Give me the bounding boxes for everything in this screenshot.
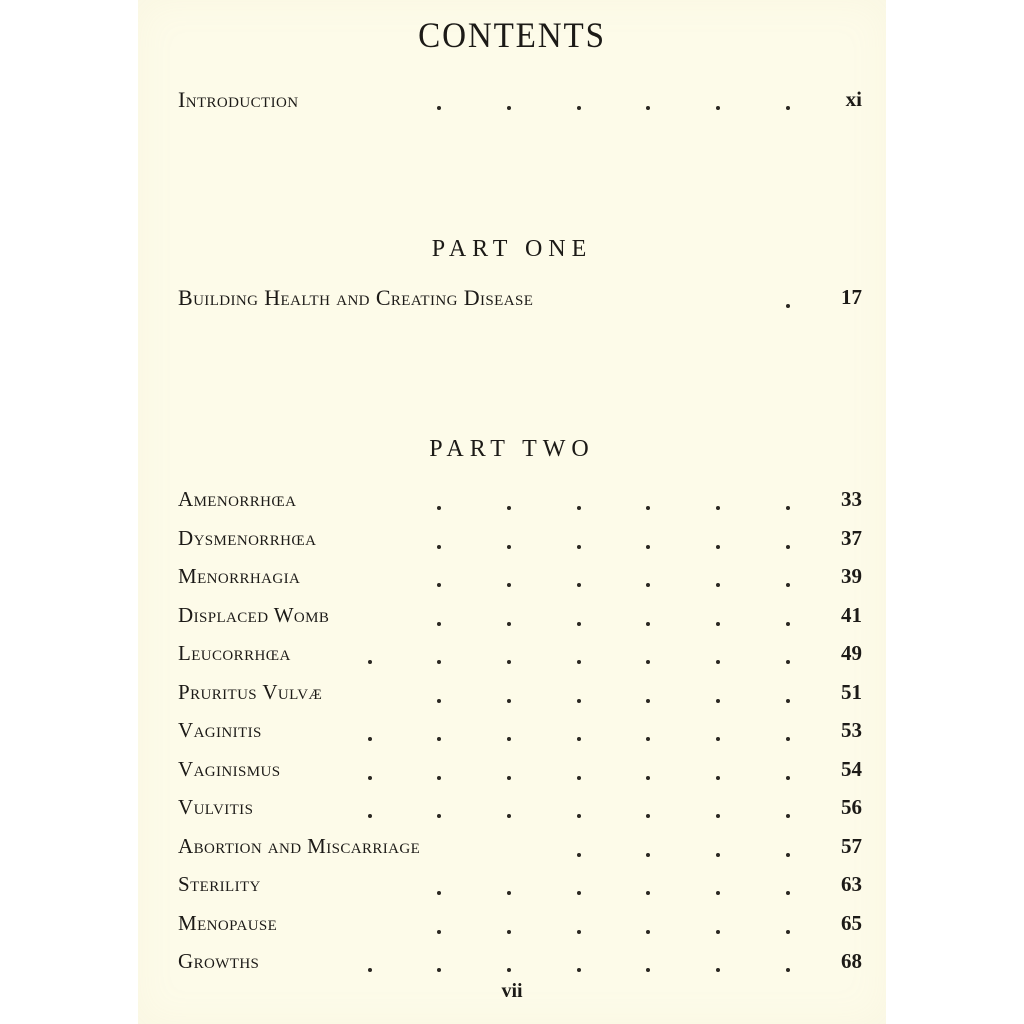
toc-entry-page-number: 65 [841, 911, 862, 935]
leader-dot [437, 545, 441, 549]
leader-dot [507, 506, 511, 510]
leader-dot [716, 891, 720, 895]
leader-dot [507, 814, 511, 818]
leader-dot [577, 891, 581, 895]
leader-dot [437, 660, 441, 664]
toc-entry-label: Displaced Womb [178, 603, 330, 627]
toc-entry-page-number: 39 [841, 564, 862, 588]
leader-dot [437, 891, 441, 895]
leader-dot [716, 968, 720, 972]
leader-dot [577, 814, 581, 818]
leader-dot [646, 776, 650, 780]
leader-dot [716, 106, 720, 110]
page-folio: vii [501, 980, 523, 1002]
leader-dot [786, 304, 790, 308]
leader-dot [507, 660, 511, 664]
leader-dot [368, 968, 372, 972]
toc-entry-label: Vulvitis [178, 795, 254, 819]
leader-dot [716, 814, 720, 818]
leader-dot [646, 545, 650, 549]
leader-dot [368, 737, 372, 741]
leader-dot [577, 583, 581, 587]
leader-dot [507, 622, 511, 626]
leader-dot [437, 106, 441, 110]
toc-entry-page-number: 68 [841, 949, 862, 973]
leader-dot [716, 545, 720, 549]
leader-dot [646, 506, 650, 510]
leader-dot [646, 699, 650, 703]
leader-dot [786, 545, 790, 549]
leader-dot [786, 506, 790, 510]
leader-dot [786, 776, 790, 780]
leader-dot [716, 622, 720, 626]
leader-dot [716, 737, 720, 741]
toc-entry-page-number: 54 [841, 757, 862, 781]
leader-dot [716, 660, 720, 664]
leader-dot [577, 660, 581, 664]
toc-entry-label: Introduction [178, 87, 299, 112]
leader-dot [507, 545, 511, 549]
toc-entry-label: Building Health and Creating Disease [178, 285, 534, 310]
leader-dot [786, 814, 790, 818]
leader-dot [786, 891, 790, 895]
book-page [138, 0, 886, 1024]
leader-dot [507, 737, 511, 741]
leader-dot [437, 968, 441, 972]
leader-dot [786, 660, 790, 664]
leader-dot [577, 506, 581, 510]
leader-dot [716, 699, 720, 703]
leader-dot [577, 968, 581, 972]
leader-dot [646, 891, 650, 895]
leader-dot [786, 930, 790, 934]
leader-dot [437, 930, 441, 934]
toc-entry-page-number: 57 [841, 834, 862, 858]
toc-entry-label: Menopause [178, 911, 278, 935]
toc-entry-page-number: xi [845, 87, 862, 111]
leader-dot [437, 814, 441, 818]
leader-dot [437, 699, 441, 703]
leader-dot [437, 622, 441, 626]
toc-entry-page-number: 63 [841, 872, 862, 896]
leader-dot [646, 660, 650, 664]
leader-dot [716, 853, 720, 857]
leader-dot [786, 106, 790, 110]
toc-entry-label: Menorrhagia [178, 564, 301, 588]
leader-dot [577, 106, 581, 110]
toc-entry-label: Amenorrhœa [178, 487, 297, 511]
toc-entry-page-number: 33 [841, 487, 862, 511]
leader-dot [716, 776, 720, 780]
toc-entry-label: Growths [178, 949, 260, 973]
leader-dot [786, 622, 790, 626]
leader-dot [577, 622, 581, 626]
leader-dot [786, 968, 790, 972]
leader-dot [577, 853, 581, 857]
leader-dot [507, 776, 511, 780]
leader-dot [368, 660, 372, 664]
leader-dot [716, 930, 720, 934]
toc-entry-page-number: 53 [841, 718, 862, 742]
leader-dot [507, 891, 511, 895]
leader-dot [507, 699, 511, 703]
toc-entry-label: Vaginismus [178, 757, 281, 781]
toc-entry-page-number: 17 [841, 285, 862, 309]
leader-dot [437, 583, 441, 587]
toc-entry-page-number: 37 [841, 526, 862, 550]
leader-dot [577, 545, 581, 549]
leader-dot [437, 506, 441, 510]
toc-entry-label: Pruritus Vulvæ [178, 680, 323, 704]
toc-entry-page-number: 49 [841, 641, 862, 665]
leader-dot [646, 622, 650, 626]
toc-entry-label: Abortion and Miscarriage [178, 834, 421, 858]
leader-dot [368, 814, 372, 818]
toc-entry-page-number: 51 [841, 680, 862, 704]
leader-dot [507, 930, 511, 934]
leader-dot [437, 737, 441, 741]
leader-dot [716, 506, 720, 510]
leader-dot [716, 583, 720, 587]
leader-dot [646, 737, 650, 741]
leader-dot [646, 814, 650, 818]
toc-entry-label: Vaginitis [178, 718, 262, 742]
leader-dot [507, 583, 511, 587]
page-title: CONTENTS [418, 15, 606, 55]
leader-dot [786, 699, 790, 703]
leader-dot [646, 583, 650, 587]
leader-dot [786, 737, 790, 741]
leader-dot [646, 930, 650, 934]
toc-entry-label: Leucorrhœa [178, 641, 291, 665]
toc-entry-label: Sterility [178, 872, 261, 896]
leader-dot [577, 930, 581, 934]
leader-dot [646, 968, 650, 972]
leader-dot [577, 776, 581, 780]
leader-dot [577, 699, 581, 703]
leader-dot [507, 106, 511, 110]
leader-dot [368, 776, 372, 780]
leader-dot [646, 106, 650, 110]
toc-entry-page-number: 56 [841, 795, 862, 819]
part-one-heading: PART ONE [431, 236, 593, 262]
leader-dot [507, 968, 511, 972]
leader-dot [786, 583, 790, 587]
toc-entry-label: Dysmenorrhœa [178, 526, 317, 550]
toc-entry-page-number: 41 [841, 603, 862, 627]
part-two-heading: PART TWO [429, 436, 595, 462]
leader-dot [577, 737, 581, 741]
leader-dot [786, 853, 790, 857]
leader-dot [437, 776, 441, 780]
leader-dot [646, 853, 650, 857]
